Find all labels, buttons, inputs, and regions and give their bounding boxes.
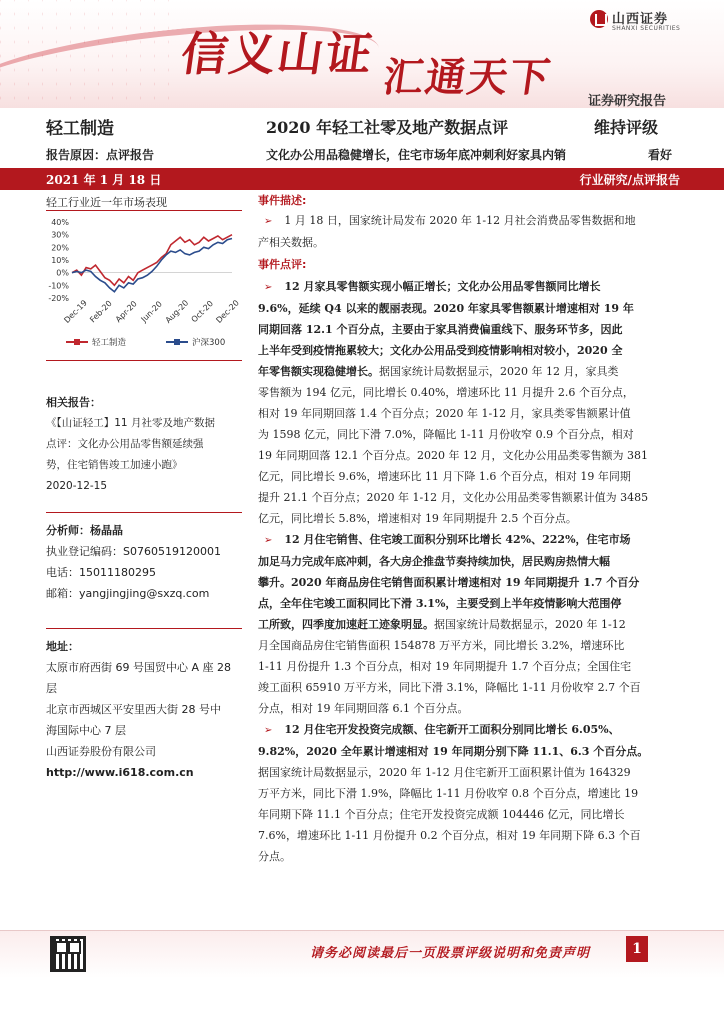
chart-box: [46, 216, 242, 354]
rating: 维持评级: [594, 118, 659, 137]
address-line: 海国际中心 7 层: [46, 724, 126, 737]
date-bar: [0, 168, 724, 190]
report-title: 2020 年轻工社零及地产数据点评: [266, 118, 509, 137]
x-tick-label: Feb-20: [88, 298, 114, 325]
report-subtitle: 文化办公用品稳健增长，住宅市场年底冲刺利好家具内销: [266, 148, 567, 162]
slogan-part1: 信义山证: [177, 27, 378, 81]
slogan-part2: 汇通天下: [380, 54, 555, 101]
related-line[interactable]: 势，住宅销售竣工加速小跑》: [46, 459, 183, 471]
industry-name: 轻工制造: [46, 119, 114, 139]
comment-paragraph-3: [258, 719, 686, 867]
chart-bottom-rule: [46, 360, 242, 361]
sidebar-rule: [46, 628, 242, 629]
report-category: 行业研究/点评报告: [579, 173, 680, 187]
text-line: 提升 21.1 个百分点；2020 年 1-12 月，文化办公用品类零售额累计值为 3485: [258, 491, 649, 504]
legend-marker: [74, 339, 80, 345]
address-info: [46, 636, 242, 783]
company-name: 山西证券股份有限公司: [46, 745, 156, 758]
report-date: 2021 年 1 月 18 日: [46, 173, 162, 187]
x-tick-label: Jun-20: [139, 299, 164, 324]
text-line: 零售额为 194 亿元，同比增长 0.40%，增速环比 11 月提升 2.6 个百分点，: [258, 386, 634, 399]
text-line: 据国家统计局数据显示，2020 年 1-12 月住宅新开工面积累计值为 164329: [258, 766, 631, 779]
related-line[interactable]: 点评：文化办公用品零售额延续强: [46, 438, 204, 450]
text-line: 产相关数据。: [258, 236, 324, 249]
y-tick-label: -10%: [48, 281, 69, 291]
comment-paragraph-2: [258, 529, 686, 719]
bullet-arrow-icon: ➢: [264, 535, 273, 546]
bold-line: 攀升。2020 年商品房住宅销售面积累计增速相对 19 年同期提升 1.7 个百分: [258, 576, 640, 589]
y-tick-label: 20%: [51, 243, 69, 253]
legend-marker: [174, 339, 180, 345]
bold-line: 12 月住宅销售、住宅竣工面积分别环比增长 42%、222%，住宅市场: [284, 533, 631, 546]
text-line: 分点。: [258, 850, 291, 863]
x-tick-label: Oct-20: [189, 298, 216, 325]
text-line: 竣工面积 65910 万平方米，同比下滑 3.1%，降幅比 1-11 月份收窄 2.7 个百: [258, 681, 641, 694]
x-tick-label: Dec-19: [62, 298, 89, 325]
text-line: 分点，相对 19 年同期回落 6.1 个百分点。: [258, 702, 469, 715]
event-desc-heading: 事件描述:: [258, 194, 307, 207]
text-line: 19 年同期回落 12.1 个百分点。2020 年 12 月，文化办公用品类零售额为 381: [258, 449, 648, 462]
bold-line: 上半年受到疫情拖累较大；文化办公用品受到疫情影响相对较小，2020 全: [258, 344, 623, 357]
address-line: 层: [46, 682, 57, 695]
company-logo: [590, 8, 700, 36]
qr-code-icon: [50, 936, 86, 972]
y-tick-label: 10%: [51, 256, 69, 265]
address-line: 太原市府西街 69 号国贸中心 A 座 28: [46, 661, 232, 674]
market-performance-chart: [46, 216, 242, 354]
bold-line: 12 月住宅开发投资完成额、住宅新开工面积分别同比增长 6.05%、: [284, 723, 620, 736]
text-line: 月全国商品房住宅销售面积 154878 万平方米，同比增长 3.2%，增速环比: [258, 639, 625, 652]
sidebar-rule: [46, 512, 242, 513]
analyst-info: [46, 520, 242, 604]
y-tick-label: 0%: [56, 268, 69, 278]
rating-view: 看好: [648, 148, 673, 162]
x-tick-label: Apr-20: [113, 299, 139, 325]
text-line: 据国家统计局数据显示，2020 年 12 月，家具类: [379, 365, 619, 378]
text-line: 万平方米，同比下滑 1.9%，降幅比 1-11 月份收窄 0.8 个百分点，增速比 19: [258, 787, 639, 800]
y-tick-label: 40%: [51, 218, 69, 227]
event-comment-heading: 事件点评:: [258, 258, 307, 271]
bold-line: 同期回落 12.1 个百分点，主要由于家具消费偏重线下、服务环节多，因此: [258, 323, 623, 336]
footer-rule: [0, 930, 724, 931]
comment-paragraph-1: [258, 276, 686, 529]
chart-top-rule: [46, 210, 242, 211]
legend-label: 轻工制造: [92, 338, 127, 348]
bullet-arrow-icon: ➢: [264, 725, 273, 736]
text-line: 据国家统计局数据显示，2020 年 1-12: [434, 618, 626, 631]
bold-line: 工所致，四季度加速赶工迹象明显。: [258, 618, 434, 631]
bold-line: 12 月家具零售额实现小幅正增长；文化办公用品零售额同比增长: [284, 280, 601, 293]
bold-line: 加足马力完成年底冲刺，各大房企推盘节奏持续加快，居民购房热情大幅: [258, 555, 610, 568]
x-tick-label: Dec-20: [214, 298, 241, 325]
related-line[interactable]: 《【山证轻工】11 月社零及地产数据: [46, 417, 215, 429]
text-line: 亿元，同比增长 9.6%，增速环比 11 月下降 1.6 个百分点，相对 19 年同期: [258, 470, 631, 483]
analyst-heading: 分析师：杨晶晶: [46, 524, 123, 537]
related-date: 2020-12-15: [46, 480, 108, 492]
analyst-code: 执业登记编码：S0760519120001: [46, 545, 221, 558]
bullet-arrow-icon: ➢: [264, 282, 273, 293]
text-line: 1-11 月份提升 1.3 个百分点，相对 19 年同期提升 1.7 个百分点；全国住宅: [258, 660, 632, 673]
y-tick-label: 30%: [51, 230, 69, 240]
address-line: 北京市西城区平安里西大街 28 号中: [46, 703, 221, 716]
logo-name-en: SHANXI SECURITIES: [612, 25, 681, 32]
header-banner: [0, 0, 724, 108]
address-heading: 地址：: [46, 640, 79, 653]
chart-title: 轻工行业近一年市场表现: [46, 196, 167, 209]
doc-type: 证券研究报告: [588, 94, 667, 108]
main-content: [258, 192, 686, 867]
event-desc-paragraph: [258, 210, 686, 253]
related-heading: 相关报告：: [46, 396, 101, 409]
company-url[interactable]: http://www.i618.com.cn: [46, 766, 194, 779]
page-number: 1: [626, 936, 648, 962]
x-tick-label: Aug-20: [163, 298, 191, 325]
bullet-arrow-icon: ➢: [264, 216, 273, 227]
bold-line: 9.82%，2020 全年累计增速相对 19 年同期分别下降 11.1、6.3 个百分点。: [258, 745, 649, 758]
related-reports: [46, 392, 242, 497]
logo-name-cn: 山西证券: [612, 12, 669, 27]
text-line: 7.6%，增速环比 1-11 月份提升 0.2 个百分点，相对 19 年同期下降 6.3 个百: [258, 829, 641, 842]
logo-icon: [590, 10, 608, 28]
report-reason: 报告原因：点评报告: [46, 148, 155, 162]
text-line: 1 月 18 日，国家统计局发布 2020 年 1-12 月社会消费品零售数据和地: [284, 214, 636, 227]
bold-line: 9.6%，延续 Q4 以来的靓丽表现。2020 年家具零售额累计增速相对 19 年: [258, 302, 634, 315]
text-line: 亿元，同比增长 5.8%，增速相对 19 年同期提升 2.5 个百分点。: [258, 512, 577, 525]
legend-label: 沪深300: [192, 338, 226, 348]
y-tick-label: -20%: [48, 294, 69, 303]
text-line: 相对 19 年同期回落 1.4 个百分点；2020 年 1-12 月，家具类零售额累计值: [258, 407, 631, 420]
analyst-phone: 电话：15011180295: [46, 566, 156, 579]
analyst-email[interactable]: 邮箱：yangjingjing@sxzq.com: [46, 587, 210, 600]
disclaimer: 请务必阅读最后一页股票评级说明和免责声明: [310, 946, 591, 961]
bold-line: 年零售额实现稳健增长。: [258, 365, 379, 378]
text-line: 为 1598 亿元，同比下滑 7.0%，降幅比 1-11 月份收窄 0.9 个百分点，相对: [258, 428, 634, 441]
text-line: 年同期下降 11.1 个百分点；住宅开发投资完成额 104446 亿元，同比增长: [258, 808, 625, 821]
bold-line: 点，全年住宅竣工面积同比下滑 3.1%，主要受到上半年疫情影响大范围停: [258, 597, 622, 610]
